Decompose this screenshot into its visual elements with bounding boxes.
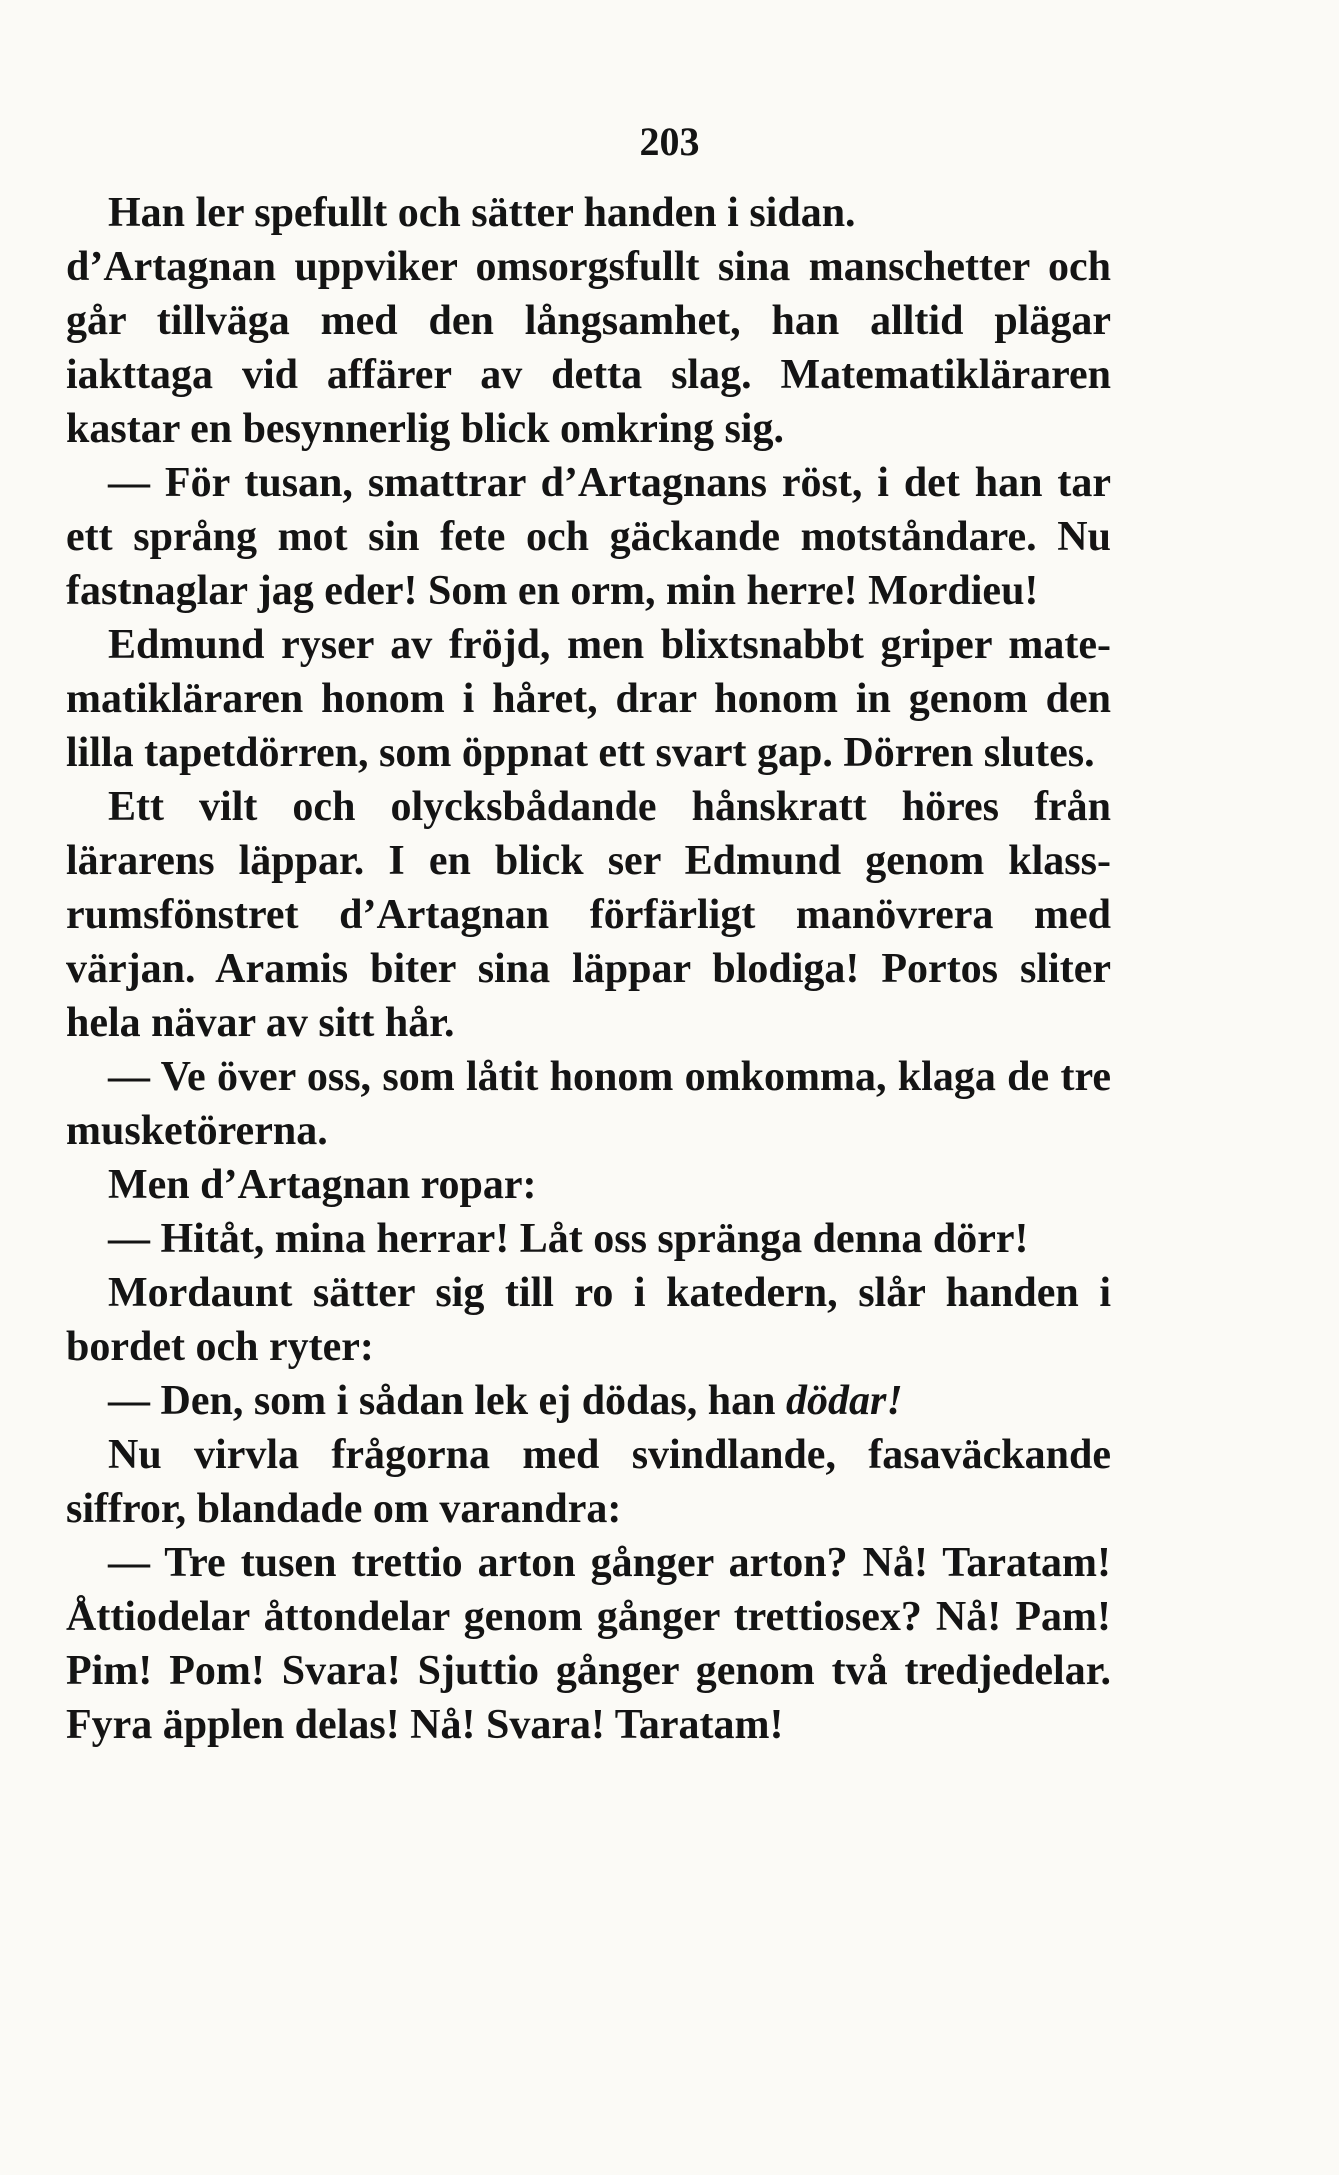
paragraph-7: Men d’Artagnan ropar: — [108, 1162, 537, 1208]
paragraph-10-emphasis: dödar! — [785, 1378, 903, 1424]
paragraph-10 — [66, 1374, 1111, 1428]
paragraph-1: Han ler spefullt och sätter handen i sidan. — [108, 190, 856, 236]
page-number: 203 — [639, 119, 700, 164]
paragraph-9: Mordaunt sätter sig till ro i katedern, slår handen i bordet och ryter: — [66, 1270, 1111, 1370]
paragraph-11: Nu virvla frågorna med svindlande, fasaväckande siffror, blandade om varandra: — [66, 1432, 1111, 1532]
paragraph-6: — Ve över oss, som låtit honom omkomma, klaga de tre musketörerna. — [66, 1054, 1111, 1154]
paragraph-12: — Tre tusen trettio arton gånger arton? Nå! Taratam! Åttiodelar åttondelar genom gånger trettiosex? Nå! Pam! Pim! Pom! Svara! Sjuttio gånger genom två tredjedelar. Fyra äpplen delas! Nå! Svara! Taratam! — [66, 1540, 1111, 1748]
paragraph-4: Edmund ryser av fröjd, men blixtsnabbt griper matematikläraren honom i håret, drar honom in genom den lilla tapetdörren, som öppnat ett svart gap. Dörren slutes. — [66, 622, 1111, 776]
body-text — [66, 186, 1111, 1752]
paragraph-2: d’Artagnan uppviker omsorgsfullt sina manschetter och går tillväga med den långsamhet, han alltid plägar iakttaga vid affärer av detta slag. Matematikläraren kastar en besynnerlig blick omkring sig. — [66, 244, 1111, 452]
paragraph-3: — För tusan, smattrar d’Artagnans röst, i det han tar ett språng mot sin fete och gäckande motståndare. Nu fastnaglar jag eder! Som en orm, min herre! Mordieu! — [66, 460, 1111, 614]
paragraph-5: Ett vilt och olycksbådande hånskratt höres från lärarens läppar. I en blick ser Edmund genom klassrumsfönstret d’Artagnan förfärligt manövrera med värjan. Aramis biter sina läppar blodiga! Portos sliter hela nävar av sitt hår. — [66, 784, 1111, 1046]
paragraph-8: — Hitåt, mina herrar! Låt oss spränga denna dörr! — [108, 1216, 1029, 1262]
paragraph-10-text: — Den, som i sådan lek ej dödas, han — [108, 1378, 786, 1424]
